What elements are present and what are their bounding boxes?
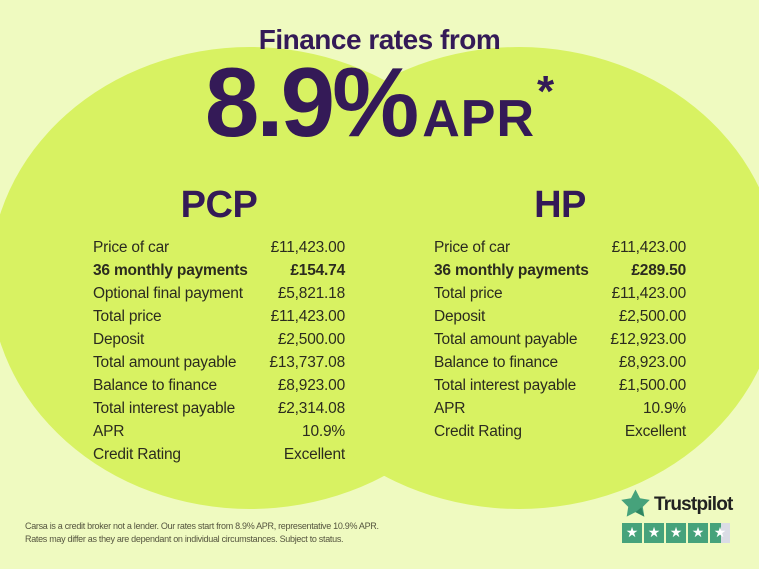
pcp-rows bbox=[93, 236, 345, 466]
trustpilot-logo[interactable] bbox=[620, 489, 733, 520]
table-row bbox=[93, 420, 345, 443]
row-value: £154.74 bbox=[290, 261, 345, 279]
row-value: Excellent bbox=[624, 422, 686, 440]
row-label: Total price bbox=[93, 307, 162, 325]
table-row bbox=[434, 282, 686, 305]
half-star-box-icon bbox=[710, 523, 730, 543]
legal-disclaimer bbox=[25, 520, 379, 545]
trustpilot-star-icon bbox=[620, 489, 651, 520]
row-label: Deposit bbox=[93, 330, 145, 348]
trustpilot-brand-text: Trustpilot bbox=[654, 493, 733, 515]
row-value: £11,423.00 bbox=[270, 238, 345, 256]
table-row bbox=[93, 282, 345, 305]
row-value: 10.9% bbox=[302, 422, 345, 440]
star-glyph-icon: ★ bbox=[647, 525, 661, 541]
table-row bbox=[434, 259, 686, 282]
row-label: Price of car bbox=[93, 238, 169, 256]
row-label: Total interest payable bbox=[93, 399, 236, 417]
row-value: 10.9% bbox=[643, 399, 686, 417]
row-label: Balance to finance bbox=[93, 376, 217, 394]
table-row bbox=[93, 328, 345, 351]
table-row bbox=[93, 351, 345, 374]
hp-heading: HP bbox=[534, 184, 586, 226]
table-row bbox=[434, 397, 686, 420]
row-value: £13,737.08 bbox=[269, 353, 345, 371]
table-row bbox=[434, 420, 686, 443]
table-row bbox=[93, 236, 345, 259]
table-row bbox=[93, 374, 345, 397]
rate-footnote-marker: * bbox=[537, 67, 555, 116]
hp-rows bbox=[434, 236, 686, 443]
row-value: £2,500.00 bbox=[277, 330, 345, 348]
star-glyph-icon: ★ bbox=[691, 525, 705, 541]
row-value: £2,500.00 bbox=[618, 307, 686, 325]
table-row bbox=[434, 328, 686, 351]
table-row bbox=[93, 397, 345, 420]
row-label: Credit Rating bbox=[434, 422, 522, 440]
disclaimer-line-1: Carsa is a credit broker not a lender. Our rates start from 8.9% APR, representative 10.9% APR. bbox=[25, 521, 379, 531]
full-star-box-icon bbox=[644, 523, 664, 543]
table-row bbox=[434, 351, 686, 374]
row-label: Total amount payable bbox=[434, 330, 578, 348]
rate-unit: APR bbox=[422, 90, 536, 148]
row-value: £11,423.00 bbox=[611, 284, 686, 302]
trustpilot-star-rating[interactable] bbox=[622, 523, 730, 543]
row-value: £289.50 bbox=[631, 261, 686, 279]
full-star-box-icon bbox=[688, 523, 708, 543]
row-label: Total amount payable bbox=[93, 353, 237, 371]
row-label: APR bbox=[434, 399, 466, 417]
row-label: Balance to finance bbox=[434, 353, 558, 371]
table-row bbox=[93, 259, 345, 282]
row-value: £1,500.00 bbox=[618, 376, 686, 394]
table-row bbox=[434, 374, 686, 397]
hp-finance-table bbox=[434, 186, 686, 443]
row-label: 36 monthly payments bbox=[434, 261, 589, 279]
page-title: Finance rates from bbox=[258, 24, 501, 55]
full-star-box-icon bbox=[666, 523, 686, 543]
row-value: £11,423.00 bbox=[270, 307, 345, 325]
row-label: Optional final payment bbox=[93, 284, 243, 302]
row-value: £8,923.00 bbox=[618, 353, 686, 371]
disclaimer-line-2: Rates may differ as they are dependant on individual circumstances. Subject to status. bbox=[25, 533, 344, 544]
table-row bbox=[93, 443, 345, 466]
full-star-box-icon bbox=[622, 523, 642, 543]
row-label: APR bbox=[93, 422, 125, 440]
row-value: £12,923.00 bbox=[610, 330, 686, 348]
table-row bbox=[434, 236, 686, 259]
table-row bbox=[93, 305, 345, 328]
row-label: Price of car bbox=[434, 238, 510, 256]
pcp-finance-table bbox=[93, 186, 345, 466]
row-label: 36 monthly payments bbox=[93, 261, 248, 279]
row-label: Total price bbox=[434, 284, 503, 302]
row-value: £8,923.00 bbox=[277, 376, 345, 394]
pcp-heading: PCP bbox=[180, 184, 258, 226]
row-value: £5,821.18 bbox=[277, 284, 345, 302]
row-value: Excellent bbox=[283, 445, 345, 463]
star-glyph-icon: ★ bbox=[669, 525, 683, 541]
star-glyph-icon: ★ bbox=[713, 525, 727, 541]
row-value: £2,314.08 bbox=[277, 399, 345, 417]
star-glyph-icon: ★ bbox=[625, 525, 639, 541]
headline-rate bbox=[0, 47, 759, 157]
table-row bbox=[434, 305, 686, 328]
row-value: £11,423.00 bbox=[611, 238, 686, 256]
row-label: Total interest payable bbox=[434, 376, 577, 394]
rate-value: 8.9% bbox=[204, 47, 417, 157]
row-label: Deposit bbox=[434, 307, 486, 325]
row-label: Credit Rating bbox=[93, 445, 181, 463]
